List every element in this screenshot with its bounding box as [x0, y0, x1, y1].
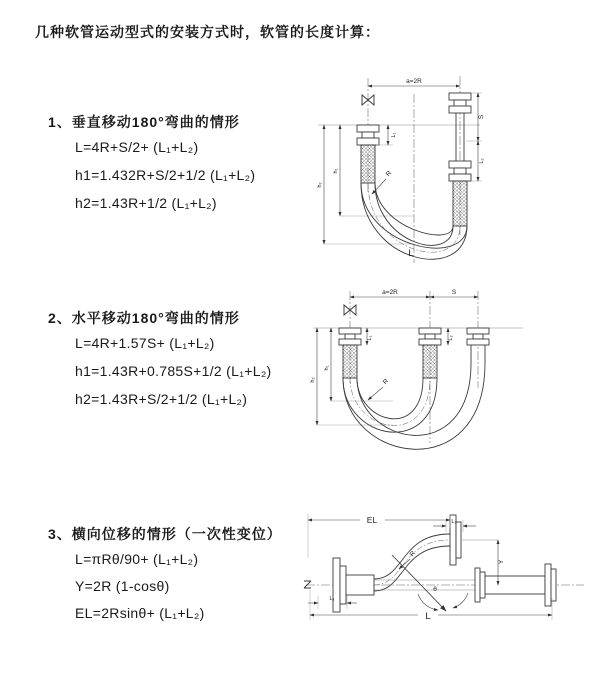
- d2-label-l2: L₂: [448, 335, 454, 341]
- d1-label-l1: L₁: [391, 132, 397, 138]
- d3-upper-flange: [450, 515, 498, 565]
- d2-label-a2r: a=2R: [382, 289, 398, 296]
- d3-label-theta: θ: [433, 586, 437, 593]
- d2-centerlines: [350, 291, 478, 443]
- section-3-formula-el: EL=2Rsinθ+ (L₁+L₂): [75, 605, 205, 621]
- d3-axis-mark: [304, 581, 311, 588]
- d1-label-l-total: L: [408, 248, 414, 259]
- d1-label-a2r: a=2R: [406, 78, 422, 85]
- d2-left-pipe-fitting: [339, 328, 361, 378]
- section-1-formula-h2: h2=1.43R+1/2 (L₁+L₂): [75, 195, 217, 211]
- section-1-formula-h1: h1=1.432R+S/2+1/2 (L₁+L₂): [75, 167, 256, 183]
- d1-label-r: R: [384, 169, 394, 179]
- d2-label-h2: h₂: [310, 377, 316, 383]
- d3-hose-s-curve: [374, 534, 450, 591]
- d2-label-r: R: [381, 377, 391, 387]
- d3-label-l1: L₁: [329, 596, 335, 602]
- d2-label-l1: L₁: [367, 335, 373, 341]
- d3-el-dimension: [308, 514, 450, 558]
- d3-label-y: Y: [498, 559, 505, 565]
- d3-angle-construction: [392, 555, 468, 611]
- d2-hose-curves: [343, 363, 485, 449]
- d3-l1-dimension: [308, 596, 357, 609]
- braided-hose: [423, 345, 437, 378]
- d3-label-l2: L₂: [451, 519, 457, 525]
- d1-label-l2: L₂: [479, 158, 485, 164]
- braided-hose: [361, 145, 375, 183]
- section-1-heading: 1、垂直移动180°弯曲的情形: [48, 114, 240, 130]
- section-3-formula-l: L=πRθ/90+ (L₁+L₂): [75, 551, 199, 567]
- d3-label-r: R: [408, 549, 418, 559]
- d2-label-s: S: [451, 289, 457, 296]
- d3-label-l-total: L: [425, 611, 431, 622]
- braided-hose: [453, 181, 467, 226]
- d1-label-h2: h₂: [317, 182, 323, 188]
- section-2-formula-h1: h1=1.43R+0.785S+1/2 (L₁+L₂): [75, 363, 272, 379]
- d3-label-el: EL: [366, 515, 378, 525]
- d2-middle-pipe-fitting: [419, 328, 441, 378]
- section-2-formula-h2: h2=1.43R+S/2+1/2 (L₁+L₂): [75, 391, 248, 407]
- d1-label-s: S: [478, 114, 485, 120]
- d3-left-flange: [333, 558, 374, 612]
- braided-hose: [343, 345, 357, 378]
- d1-left-pipe-fitting: [357, 125, 379, 183]
- d2-top-dimension: [350, 289, 478, 297]
- section-3-formula-y: Y=2R (1-cosθ): [75, 578, 170, 594]
- section-2-formula-l: L=4R+1.57S+ (L₁+L₂): [75, 335, 215, 351]
- diagram-vertical-180-bend: [310, 68, 560, 268]
- d1-centerlines: [368, 76, 460, 263]
- d2-radius-callout: [368, 378, 390, 400]
- d1-label-h1: h₁: [333, 168, 339, 174]
- section-2-heading: 2、水平移动180°弯曲的情形: [48, 310, 240, 326]
- section-3-heading: 3、横向位移的情形（一次性变位）: [48, 526, 282, 542]
- d1-top-dimension: [368, 78, 460, 86]
- diagram-horizontal-180-bend: [305, 283, 565, 458]
- d3-phantom-right-assembly: [475, 564, 556, 606]
- diagram-lateral-displacement: [300, 498, 590, 660]
- section-1-formula-l: L=4R+S/2+ (L₁+L₂): [75, 139, 199, 155]
- d2-label-h1: h₁: [324, 365, 330, 371]
- page-title: 几种软管运动型式的安装方式时，软管的长度计算：: [35, 24, 380, 40]
